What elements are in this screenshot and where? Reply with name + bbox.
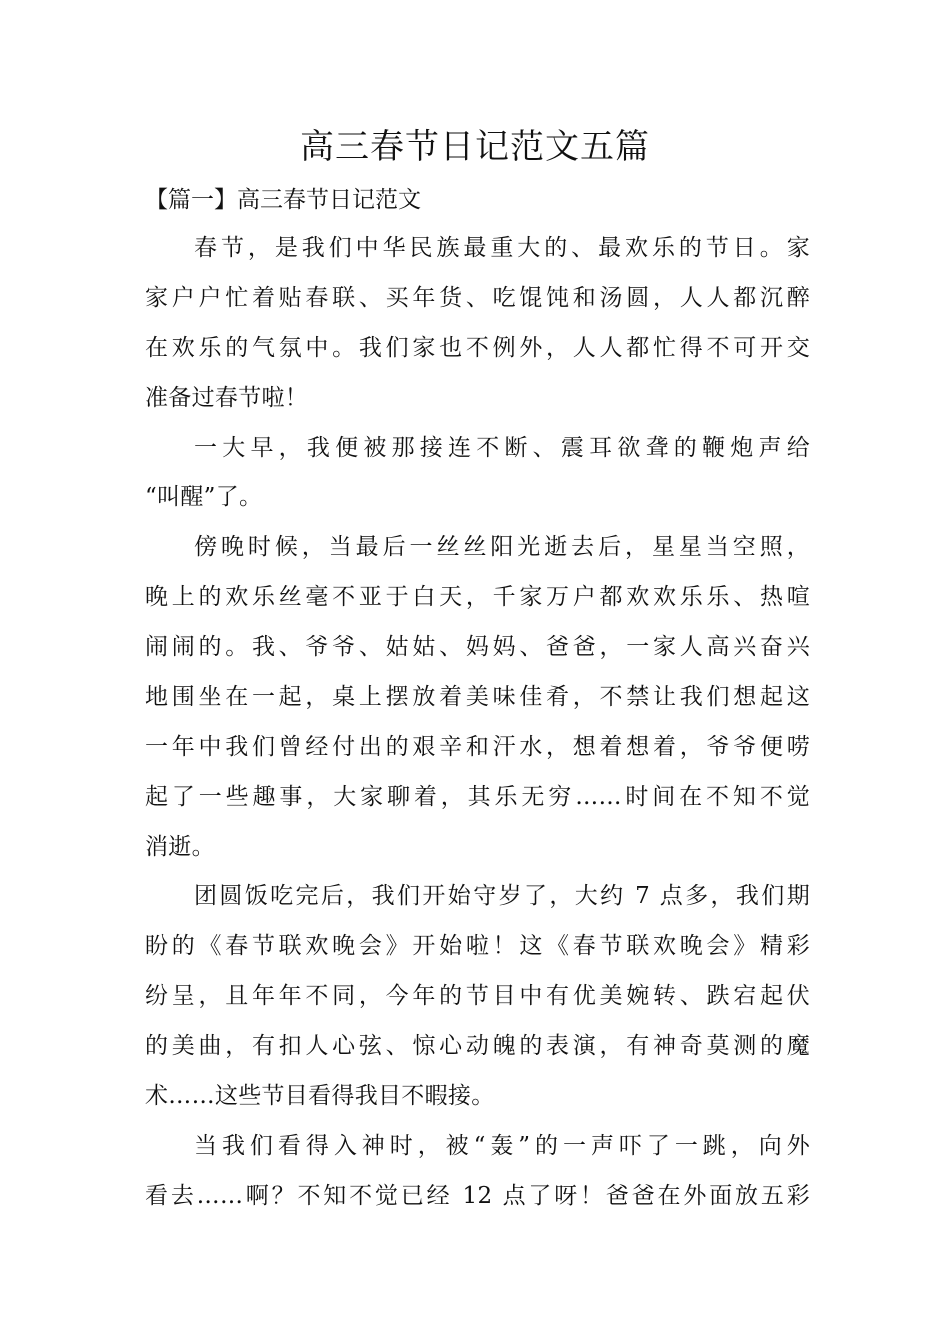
paragraph-line: 当我们看得入神时，被“轰”的一声吓了一跳，向外 [194, 1133, 810, 1159]
paragraph-line: 术……这些节目看得我目不暇接。 [145, 1083, 495, 1109]
paragraph-line: 闹闹的。我、爷爷、姑姑、妈妈、爸爸，一家人高兴奋兴 [145, 634, 810, 660]
paragraph-line: 准备过春节啦！ [145, 385, 309, 411]
section-heading: 【篇一】高三春节日记范文 [145, 187, 421, 213]
paragraph-line: 的美曲，有扣人心弦、惊心动魄的表演，有神奇莫测的魔 [145, 1033, 810, 1059]
paragraph-line: 起了一些趣事，大家聊着，其乐无穷……时间在不知不觉 [145, 784, 810, 810]
paragraph-line: 一大早，我便被那接连不断、震耳欲聋的鞭炮声给 [194, 435, 810, 461]
paragraph-line: 在欢乐的气氛中。我们家也不例外，人人都忙得不可开交 [145, 335, 810, 361]
paragraph-line: 团圆饭吃完后，我们开始守岁了，大约 7 点多，我们期 [194, 883, 810, 909]
paragraph-line: 纷呈，且年年不同，今年的节目中有优美婉转、跌宕起伏 [145, 983, 810, 1009]
paragraph-line: 看去……啊？不知不觉已经 12 点了呀！爸爸在外面放五彩 [145, 1183, 810, 1209]
paragraph-line: 春节，是我们中华民族最重大的、最欢乐的节日。家 [194, 235, 810, 261]
paragraph-line: 盼的《春节联欢晚会》开始啦！这《春节联欢晚会》精彩 [145, 933, 810, 959]
paragraph-line: 晚上的欢乐丝毫不亚于白天，千家万户都欢欢乐乐、热喧 [145, 584, 810, 610]
paragraph-line: “叫醒”了。 [145, 484, 263, 510]
paragraph-line: 消逝。 [145, 834, 215, 860]
paragraph-line: 傍晚时候，当最后一丝丝阳光逝去后，星星当空照， [194, 534, 810, 560]
document-title: 高三春节日记范文五篇 [300, 127, 650, 167]
paragraph-line: 家户户忙着贴春联、买年货、吃馄饨和汤圆，人人都沉醉 [145, 285, 810, 311]
paragraph-line: 地围坐在一起，桌上摆放着美味佳肴，不禁让我们想起这 [145, 684, 810, 710]
paragraph-line: 一年中我们曾经付出的艰辛和汗水，想着想着，爷爷便唠 [145, 734, 810, 760]
